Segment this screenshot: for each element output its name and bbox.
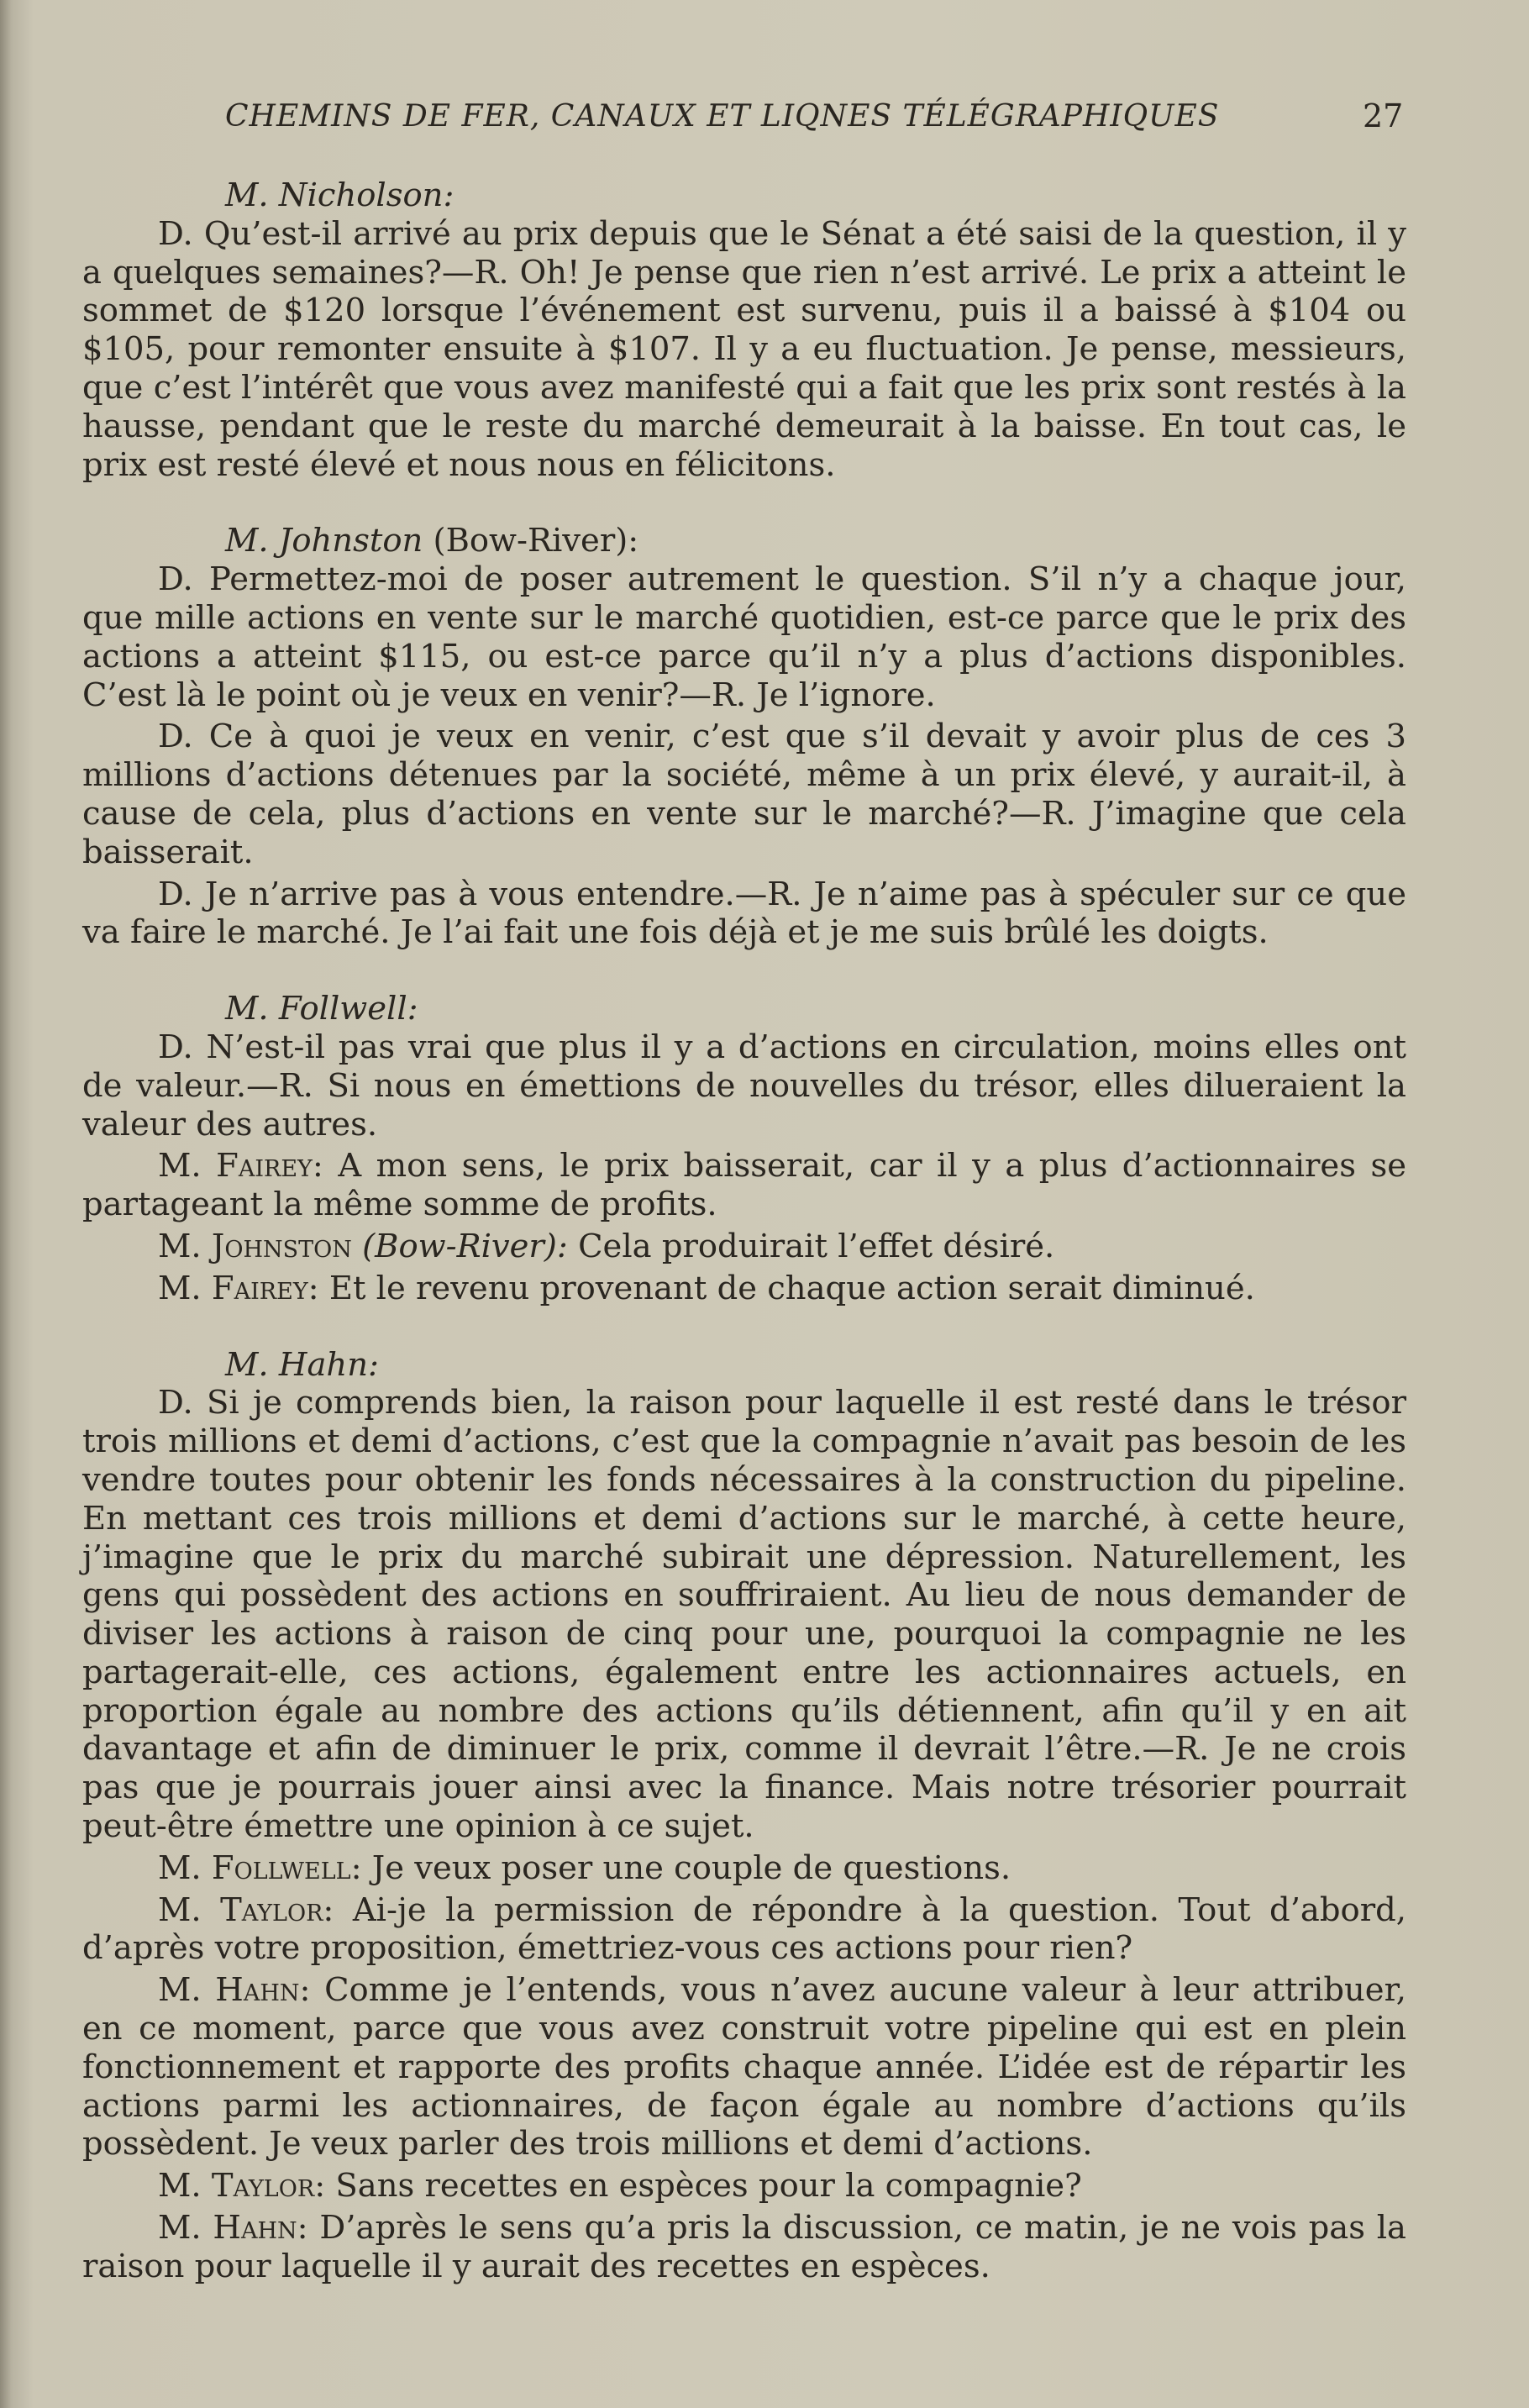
paragraph: D. Ce à quoi je veux en venir, c’est que s’il devait y avoir plus de ces 3 millions d’actions détenues par la société, même à un prix élevé, y aurait-il, à cause de cela, plus d’actions en vente sur le marché?—R. J’imagine que cela baisserait. — [82, 718, 1406, 871]
exchange-paragraph — [82, 2209, 1406, 2286]
exchange-paragraph — [82, 1270, 1406, 1308]
speaker-heading: M. Hahn: — [225, 1345, 379, 1384]
exchange-paragraph — [82, 1971, 1406, 2164]
speaker-name: M. Johnston — [225, 522, 423, 560]
exchange-paragraph — [82, 1228, 1406, 1266]
paragraph: D. Si je comprends bien, la raison pour laquelle il est resté dans le trésor trois millions et demi d’actions, c’est que la compagnie n’avait pas besoin de les vendre toutes pour obtenir les fonds nécessaires à la construction du pipeline. En mettant ces trois millions et demi d’actions sur le marché, à cette heure, j’imagine que le prix du marché subirait une dépression. Naturellement, les gens qui possèdent des actions en souffriraient. Au lieu de nous demander de diviser les actions à raison de cinq pour une, pourquoi la compagnie ne les partagerait-elle, ces actions, également entre les actionnaires actuels, en proportion égale au nombre des actions qu’ils détiennent, afin qu’il y en ait davantage et afin de diminuer le prix, comme il devrait l’être.—R. Je ne crois pas que je pourrais jouer ainsi avec la finance. Mais notre trésorier pourrait peut-être émettre une opinion à ce sujet. — [82, 1384, 1406, 1846]
speaker-name: M. Fairey: — [158, 1269, 319, 1307]
exchange-text: Comme je l’entends, vous n’avez aucune valeur à leur attribuer, en ce moment, parce que vous avez construit votre pipeline qui est en plein fonctionnement et rapporte des profits chaque année. L’idée est de répartir les actions parmi les actionnaires, de façon égale au nombre d’actions qu’ils possèdent. Je veux parler des trois millions et demi d’actions. — [82, 1971, 1406, 2164]
page-number: 27 — [1363, 97, 1404, 134]
exchange-text: Et le revenu provenant de chaque action serait diminué. — [318, 1269, 1255, 1307]
speaker-name: M. Johnston — [158, 1227, 352, 1265]
speaker-name: M. Hahn: — [158, 2209, 308, 2248]
exchange-paragraph — [82, 2167, 1406, 2206]
exchange-text: Cela produirait l’effet désiré. — [567, 1227, 1055, 1265]
paragraph: D. Qu’est-il arrivé au prix depuis que le Sénat a été saisi de la question, il y a quelques semaines?—R. Oh! Je pense que rien n’est arrivé. Le prix a atteint le sommet de $120 lorsque l’événement est survenu, puis il a baissé à $104 ou $105, pour remonter ensuite à $107. Il y a eu fluctuation. Je pense, messieurs, que c’est l’intérêt que vous avez manifesté qui a fait que les prix sont restés à la hausse, pendant que le reste du marché demeurait à la baisse. En tout cas, le prix est resté élevé et nous nous en félicitons. — [82, 214, 1406, 484]
exchange-text: D’après le sens qu’a pris la discussion, ce matin, je ne vois pas la raison pour laquelle il y aurait des recettes en espèces. — [82, 2209, 1406, 2285]
exchange-paragraph — [82, 1849, 1406, 1888]
body-text — [82, 176, 1406, 2290]
exchange-paragraph — [82, 1891, 1406, 1969]
running-header: CHEMINS DE FER, CANAUX ET LIQNES TÉLÉGRAPHIQUES — [225, 99, 1220, 134]
speaker-name: M. Taylor: — [158, 2167, 326, 2206]
exchange-text: Sans recettes en espèces pour la compagnie? — [325, 2167, 1082, 2206]
speaker-riding: (Bow-River): — [423, 522, 639, 560]
speaker-heading: M. Nicholson: — [225, 176, 454, 214]
speaker-riding: (Bow-River): — [351, 1227, 568, 1265]
speaker-name: M. Follwell: — [158, 1848, 362, 1887]
exchange-text: Je veux poser une couple de questions. — [361, 1848, 1011, 1887]
speaker-heading: M. Follwell: — [225, 990, 418, 1028]
exchange-text: Ai-je la permission de répondre à la question. Tout d’abord, d’après votre proposition, émettriez-vous ces actions pour rien? — [82, 1890, 1406, 1968]
exchange-paragraph — [82, 1147, 1406, 1224]
speaker-heading — [225, 522, 1406, 560]
paragraph: D. Je n’arrive pas à vous entendre.—R. Je n’aime pas à spéculer sur ce que va faire le marché. Je l’ai fait une fois déjà et je me suis brûlé les doigts. — [82, 875, 1406, 952]
speaker-name: M. Taylor: — [158, 1890, 334, 1929]
paragraph: D. N’est-il pas vrai que plus il y a d’actions en circulation, moins elles ont de valeur.—R. Si nous en émettions de nouvelles du trésor, elles dilueraient la valeur des autres. — [82, 1028, 1406, 1144]
speaker-name: M. Fairey: — [158, 1147, 323, 1186]
exchange-text: A mon sens, le prix baisserait, car il y a plus d’actionnaires se partageant la même somme de profits. — [82, 1147, 1406, 1224]
speaker-name: M. Hahn: — [158, 1971, 311, 2010]
paragraph: D. Permettez-moi de poser autrement le question. S’il n’y a chaque jour, que mille actions en vente sur le marché quotidien, est-ce parce que le prix des actions a atteint $115, ou est-ce parce qu’il n’y a plus d’actions disponibles. C’est là le point où je veux en venir?—R. Je l’ignore. — [82, 560, 1406, 714]
